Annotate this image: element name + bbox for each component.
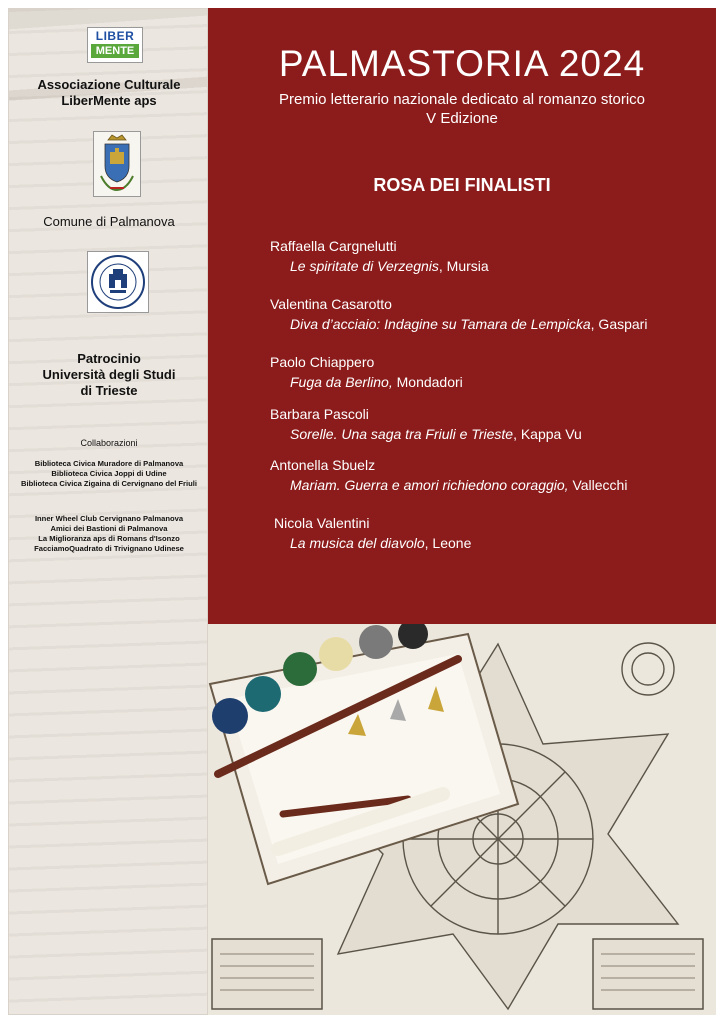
book-publisher: Mondadori xyxy=(392,374,463,390)
finalist-entry xyxy=(274,513,714,553)
book-title: Le spiritate di Verzegnis xyxy=(290,258,439,274)
finalist-work xyxy=(270,424,710,444)
patrocinio-line-1: Patrocinio xyxy=(77,351,141,366)
association-name xyxy=(9,77,209,109)
finalist-author: Antonella Sbuelz xyxy=(270,457,376,473)
collaboratore: Biblioteca Civica Joppi di Udine xyxy=(51,469,167,478)
collaborazioni-group-1 xyxy=(9,459,209,489)
collaboratore: Biblioteca Civica Muradore di Palmanova xyxy=(34,459,184,468)
collaboratore: FacciamoQuadrato di Trivignano Udinese xyxy=(34,544,184,553)
book-publisher: , Leone xyxy=(424,535,472,551)
finalist-entry xyxy=(270,236,710,276)
finalist-work xyxy=(274,533,714,553)
finalist-author: Nicola Valentini xyxy=(274,515,370,531)
palmanova-crest-icon xyxy=(93,131,141,197)
edition: V Edizione xyxy=(426,110,498,127)
patrocinio-line-3: di Trieste xyxy=(80,383,138,398)
logo-top-text: LIBER xyxy=(95,29,135,43)
association-line-2: LiberMente aps xyxy=(61,93,157,108)
collaboratore: La Miglioranza aps di Romans d'Isonzo xyxy=(38,534,180,543)
finalist-work xyxy=(270,314,710,334)
patrocinio-line-2: Università degli Studi xyxy=(42,367,176,382)
university-seal-icon xyxy=(87,251,149,313)
collaboratore: Biblioteca Civica Zigaina di Cervignano del Friuli xyxy=(21,479,197,488)
finalist-author: Valentina Casarotto xyxy=(270,296,392,312)
finalist-work xyxy=(270,372,710,392)
libermente-logo xyxy=(87,27,143,63)
finalist-work xyxy=(270,256,710,276)
book-title: La musica del diavolo xyxy=(290,535,425,551)
book-publisher: , Kappa Vu xyxy=(513,426,582,442)
comune-label: Comune di Palmanova xyxy=(43,214,175,229)
page-title: PALMASTORIA 2024 xyxy=(278,43,646,84)
section-title: ROSA DEI FINALISTI xyxy=(373,175,551,195)
sidebar xyxy=(8,8,208,1015)
book-title: Mariam. Guerra e amori richiedono coraggio, xyxy=(290,477,569,493)
finalist-author: Paolo Chiappero xyxy=(270,354,375,370)
logo-bottom-text: MENTE xyxy=(91,44,139,58)
finalist-entry xyxy=(270,455,710,495)
collaborazioni-title: Collaborazioni xyxy=(80,438,138,448)
main-panel xyxy=(208,8,716,624)
finalist-author: Barbara Pascoli xyxy=(270,406,369,422)
book-publisher: , Mursia xyxy=(438,258,489,274)
book-title: Diva d’acciaio: Indagine su Tamara de Lempicka xyxy=(290,316,591,332)
book-publisher: Vallecchi xyxy=(568,477,628,493)
book-publisher: , Gaspari xyxy=(590,316,648,332)
finalist-work xyxy=(270,475,710,495)
finalist-entry xyxy=(270,294,710,334)
collaboratore: Amici dei Bastioni di Palmanova xyxy=(50,524,168,533)
patrocinio-block xyxy=(9,351,209,399)
book-title: Sorelle. Una saga tra Friuli e Trieste xyxy=(290,426,514,442)
calligraphy-map-photo xyxy=(208,624,716,1015)
finalist-entry xyxy=(270,352,710,392)
finalist-author: Raffaella Cargnelutti xyxy=(270,238,397,254)
subtitle: Premio letterario nazionale dedicato al romanzo storico xyxy=(278,91,646,108)
association-line-1: Associazione Culturale xyxy=(37,77,181,92)
finalist-entry xyxy=(270,404,710,444)
book-title: Fuga da Berlino, xyxy=(290,374,393,390)
collaborazioni-group-2 xyxy=(9,514,209,554)
collaboratore: Inner Wheel Club Cervignano Palmanova xyxy=(34,514,184,523)
